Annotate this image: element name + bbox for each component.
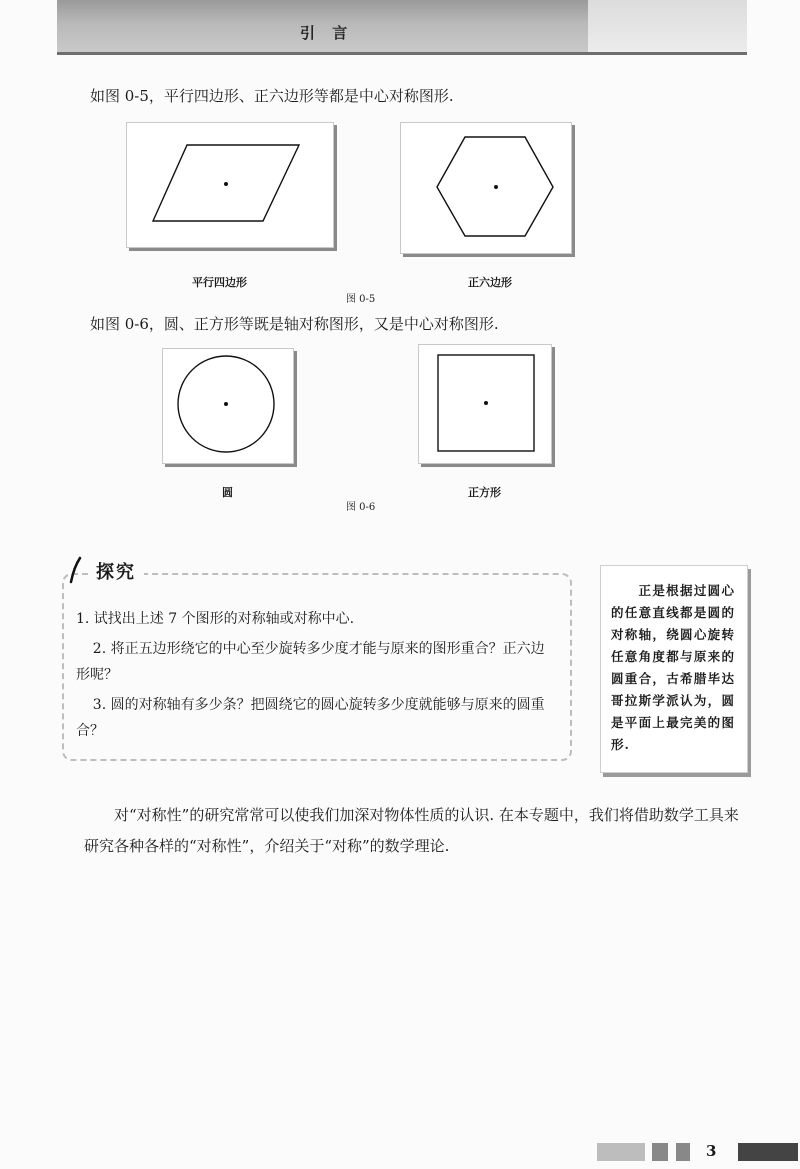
page-header-highlight — [588, 0, 747, 52]
page-number: 3 — [706, 1142, 717, 1160]
figure-06-label: 图 0-6 — [346, 502, 376, 513]
explore-heading: 探究 — [88, 558, 144, 584]
body-paragraph: 对“对称性”的研究常常可以使我们加深对物体性质的认识. 在本专题中，我们将借助数学工具来研究各种各样的“对称性”，介绍关于“对称”的数学理论. — [84, 806, 739, 855]
explore-question-3: 3. 圆的对称轴有多少条？把圆绕它的圆心旋转多少度就能够与原来的圆重合？ — [76, 697, 545, 739]
figure-05-label: 图 0-5 — [346, 294, 376, 305]
caption-circle: 圆 — [222, 486, 233, 499]
side-note-card: 正是根据过圆心的任意直线都是圆的对称轴，绕圆心旋转任意角度都与原来的圆重合，古希腊毕达哥拉斯学派认为，圆是平面上最完美的图形. — [600, 565, 748, 773]
hexagon-center-dot — [494, 185, 498, 189]
footer-bar-dark — [738, 1143, 798, 1161]
figure-panel-circle — [162, 348, 294, 464]
parallelogram-diagram — [127, 123, 333, 247]
figure-panel-square — [418, 344, 552, 464]
figure-panel-parallelogram — [126, 122, 334, 248]
hexagon-diagram — [401, 123, 571, 253]
intro-figure-05: 如图 0-5，平行四边形、正六边形等都是中心对称图形. — [90, 87, 454, 105]
caption-hexagon: 正六边形 — [468, 276, 512, 289]
footer-bar-segment — [676, 1143, 690, 1161]
intro-figure-06: 如图 0-6，圆、正方形等既是轴对称图形，又是中心对称图形. — [90, 315, 499, 333]
square-center-dot — [484, 401, 488, 405]
footer-bar-segment — [652, 1143, 668, 1161]
footer-bar-segment — [597, 1143, 645, 1161]
page-header-title: 引 言 — [300, 24, 354, 42]
circle-diagram — [163, 349, 293, 463]
explore-question-1: 1. 试找出上述 7 个图形的对称轴或对称中心. — [76, 611, 355, 627]
parallelogram-center-dot — [224, 182, 228, 186]
square-diagram — [419, 345, 551, 463]
caption-parallelogram: 平行四边形 — [192, 276, 247, 289]
explore-question-2: 2. 将正五边形绕它的中心至少旋转多少度才能与原来的图形重合？正六边形呢？ — [76, 641, 545, 683]
figure-panel-hexagon — [400, 122, 572, 254]
circle-center-dot — [224, 402, 228, 406]
caption-square: 正方形 — [468, 486, 501, 499]
pen-stroke-icon — [68, 556, 82, 584]
